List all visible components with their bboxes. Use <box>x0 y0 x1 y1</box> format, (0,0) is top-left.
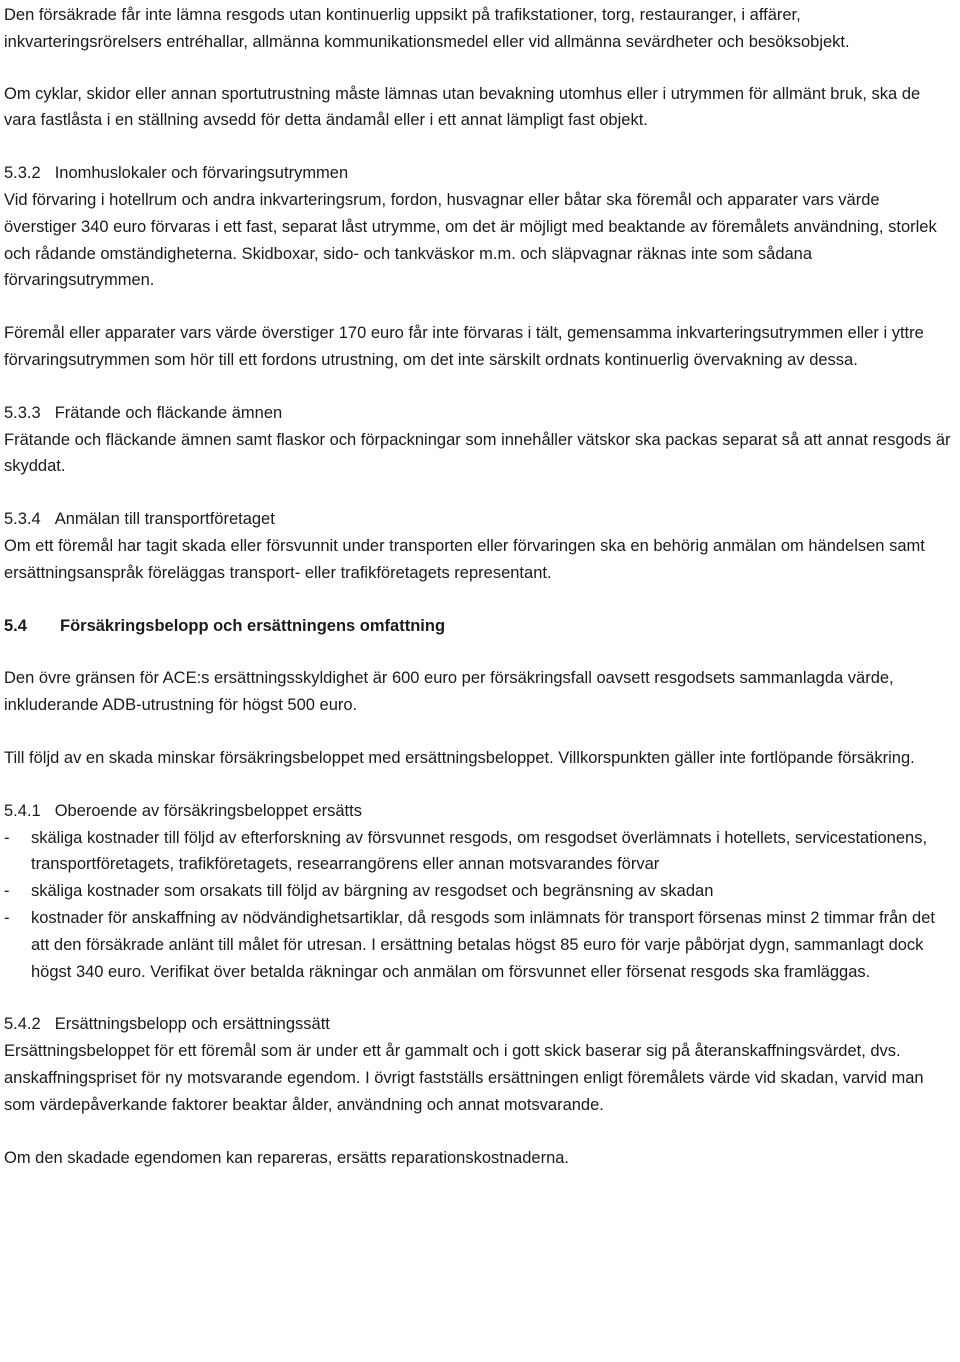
section-heading-5-4 <box>4 613 954 640</box>
section-number: 5.3.4 <box>4 510 41 529</box>
list-item-text: skäliga kostnader till följd av efterforskning av försvunnet resgods, om resgodset överlämnats i hotellets, servicestationens, transportföretagets, trafikföretagets, researrangörens eller annan motsvarandes förvar <box>31 828 928 874</box>
section-body-5-3-4: Om ett föremål har tagit skada eller försvunnit under transporten eller förvaringen ska en behörig anmälan om händelsen samt ersättningsanspråk föreläggas transport- eller trafikföretagets representant. <box>4 536 925 582</box>
section-title: Inomhuslokaler och förvaringsutrymmen <box>54 164 349 183</box>
section-heading-5-4-1 <box>4 798 954 825</box>
section-body-5-4-2: Ersättningsbeloppet för ett föremål som är under ett år gammalt och i gott skick baserar sig på återanskaffningsvärdet, dvs. anskaffningspriset för ny motsvarande egendom. I övrigt fastställs ersättningen enligt föremålets värde vid skadan, varvid man som värdepåverkande faktorer beaktar ålder, användning och annat motsvarande. <box>4 1042 924 1114</box>
compensation-list <box>4 825 954 986</box>
paragraph-tent-storage: Föremål eller apparater vars värde överstiger 170 euro får inte förvaras i tält, gemensamma inkvarteringsutrymmen eller i yttre förvaringsutrymmen som hör till ett fordons utrustning, om det inte särskilt ordnats kontinuerlig övervakning av dessa. <box>4 324 924 369</box>
paragraph-upper-limit: Den övre gränsen för ACE:s ersättningsskyldighet är 600 euro per försäkringsfall oavsett resgodsets sammanlagda värde, inkluderande ADB-utrustning för högst 500 euro. <box>4 669 894 715</box>
document-page <box>4 2 954 1171</box>
paragraph-sports-equipment: Om cyklar, skidor eller annan sportutrustning måste lämnas utan bevakning utomhus eller i utrymmen för allmänt bruk, ska de vara fastlåsta i en ställning avsedd för detta ändamål eller i ett annat lämpligt fast objekt. <box>4 84 921 130</box>
list-item <box>4 878 954 905</box>
section-heading-5-3-4 <box>4 506 954 533</box>
list-item <box>4 905 954 985</box>
list-item-text: skäliga kostnader som orsakats till följd av bärgning av resgodset och begränsning av skadan <box>31 882 714 901</box>
section-number: 5.4.2 <box>4 1015 41 1034</box>
section-heading-5-3-3 <box>4 400 954 427</box>
paragraph-supervision: Den försäkrade får inte lämna resgods utan kontinuerlig uppsikt på trafikstationer, torg, restauranger, i affärer, inkvarteringsrörelsers entréhallar, allmänna kommunikationsmedel eller vid allmänna sevärdheter och besöksobjekt. <box>4 6 850 51</box>
list-dash: - <box>4 828 10 847</box>
list-item-text: kostnader för anskaffning av nödvändighetsartiklar, då resgods som inlämnats för transport försenas minst 2 timmar från det att den försäkrade anlänt till målet för utresan. I ersättning betalas högst 85 euro för varje påbörjat dygn, sammanlagt dock högst 340 euro. Verifikat över betalda räkningar och anmälan om försvunnet eller försenat resgods ska framläggas. <box>31 908 935 981</box>
section-body-5-3-2: Vid förvaring i hotellrum och andra inkvarteringsrum, fordon, husvagnar eller båtar ska föremål och apparater vars värde överstiger 340 euro förvaras i ett fast, separat låst utrymme, om det är möjligt med beaktande av föremålets användning, storlek och rådande omständigheterna. Skidboxar, sido- och tankväskor m.m. och släpvagnar räknas inte som sådana förvaringsutrymmen. <box>4 190 937 290</box>
section-title: Ersättningsbelopp och ersättningssätt <box>54 1015 330 1034</box>
paragraph-amount-reduction: Till följd av en skada minskar försäkringsbeloppet med ersättningsbeloppet. Villkorspunkten gäller inte fortlöpande försäkring. <box>4 748 915 767</box>
section-number: 5.4 <box>4 616 27 635</box>
section-number: 5.3.3 <box>4 403 41 422</box>
list-dash: - <box>4 908 10 927</box>
section-number: 5.4.1 <box>4 801 41 820</box>
section-heading-5-4-2 <box>4 1011 954 1038</box>
section-title: Försäkringsbelopp och ersättningens omfattning <box>60 616 446 635</box>
section-body-5-3-3: Frätande och fläckande ämnen samt flaskor och förpackningar som innehåller vätskor ska packas separat så att annat resgods är skyddat. <box>4 430 951 476</box>
list-dash: - <box>4 882 10 901</box>
paragraph-repair: Om den skadade egendomen kan repareras, ersätts reparationskostnaderna. <box>4 1148 570 1167</box>
section-title: Anmälan till transportföretaget <box>54 510 275 529</box>
list-item <box>4 825 954 879</box>
section-title: Oberoende av försäkringsbeloppet ersätts <box>54 801 362 820</box>
section-heading-5-3-2 <box>4 160 954 187</box>
section-title: Frätande och fläckande ämnen <box>54 403 283 422</box>
section-number: 5.3.2 <box>4 164 41 183</box>
